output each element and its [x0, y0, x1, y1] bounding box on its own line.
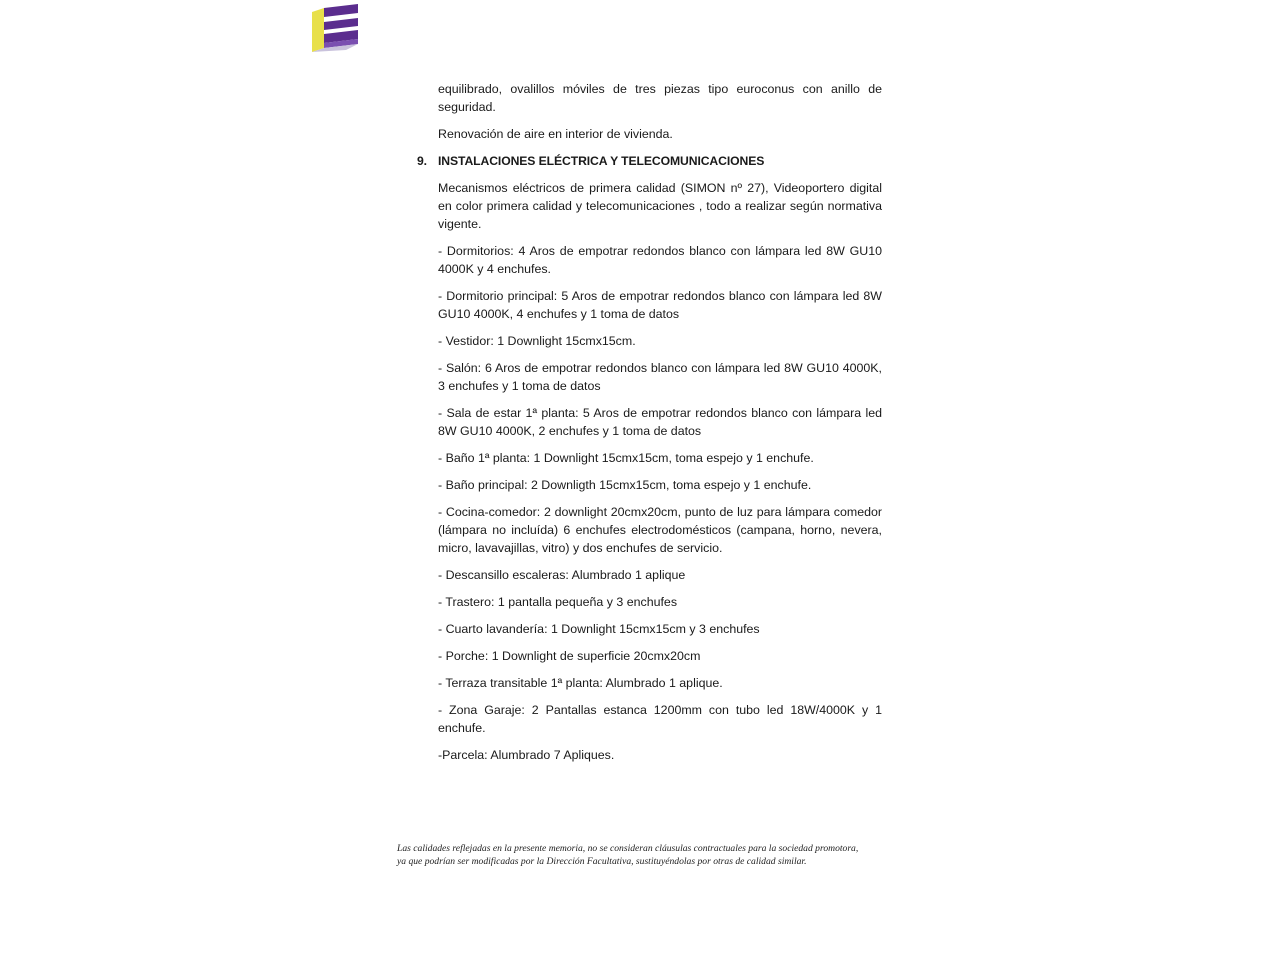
intro-paragraph: equilibrado, ovalillos móviles de tres piezas tipo euroconus con anillo de seguridad. — [438, 82, 882, 114]
section-number: 9. — [417, 154, 427, 168]
list-item: - Terraza transitable 1ª planta: Alumbrado 1 aplique. — [438, 676, 723, 690]
footer-disclaimer: Las calidades reflejadas en la presente memoria, no se consideran cláusulas contractuales para la sociedad promotora, ya que podrían ser modificadas por la Dirección Facultativa, sustituyéndolas por otras de calidad similar. — [397, 843, 859, 867]
intro-paragraph: Renovación de aire en interior de vivienda. — [438, 127, 673, 141]
list-item: - Dormitorios: 4 Aros de empotrar redondos blanco con lámpara led 8W GU10 4000K y 4 enchufes. — [438, 244, 882, 276]
list-item: - Cuarto lavandería: 1 Downlight 15cmx15cm y 3 enchufes — [438, 622, 760, 636]
list-item: - Cocina-comedor: 2 downlight 20cmx20cm, punto de luz para lámpara comedor (lámpara no incluída) 6 enchufes electrodomésticos (campana, horno, nevera, micro, lavavajillas, vitro) y dos enchufes de servicio. — [438, 505, 882, 555]
section-paragraph: Mecanismos eléctricos de primera calidad (SIMON nº 27), Videoportero digital en color primera calidad y telecomunicaciones , todo a realizar según normativa vigente. — [438, 181, 882, 231]
list-item: - Salón: 6 Aros de empotrar redondos blanco con lámpara led 8W GU10 4000K, 3 enchufes y 1 toma de datos — [438, 361, 882, 393]
list-item: - Dormitorio principal: 5 Aros de empotrar redondos blanco con lámpara led 8W GU10 4000K, 4 enchufes y 1 toma de datos — [438, 289, 882, 321]
list-item: - Baño 1ª planta: 1 Downlight 15cmx15cm, toma espejo y 1 enchufe. — [438, 451, 814, 465]
list-item: - Baño principal: 2 Downligth 15cmx15cm, toma espejo y 1 enchufe. — [438, 478, 812, 492]
section-heading — [417, 152, 882, 170]
company-logo-icon — [310, 4, 362, 54]
section-title: INSTALACIONES ELÉCTRICA Y TELECOMUNICACIONES — [438, 154, 765, 168]
list-item: - Porche: 1 Downlight de superficie 20cmx20cm — [438, 649, 701, 663]
list-item: -Parcela: Alumbrado 7 Apliques. — [438, 748, 615, 762]
list-item: - Trastero: 1 pantalla pequeña y 3 enchufes — [438, 595, 678, 609]
list-item: - Zona Garaje: 2 Pantallas estanca 1200mm con tubo led 18W/4000K y 1 enchufe. — [438, 703, 882, 735]
document-body — [417, 80, 882, 773]
list-item: - Descansillo escaleras: Alumbrado 1 aplique — [438, 568, 686, 582]
list-item: - Sala de estar 1ª planta: 5 Aros de empotrar redondos blanco con lámpara led 8W GU10 4000K, 2 enchufes y 1 toma de datos — [438, 406, 882, 438]
list-item: - Vestidor: 1 Downlight 15cmx15cm. — [438, 334, 636, 348]
